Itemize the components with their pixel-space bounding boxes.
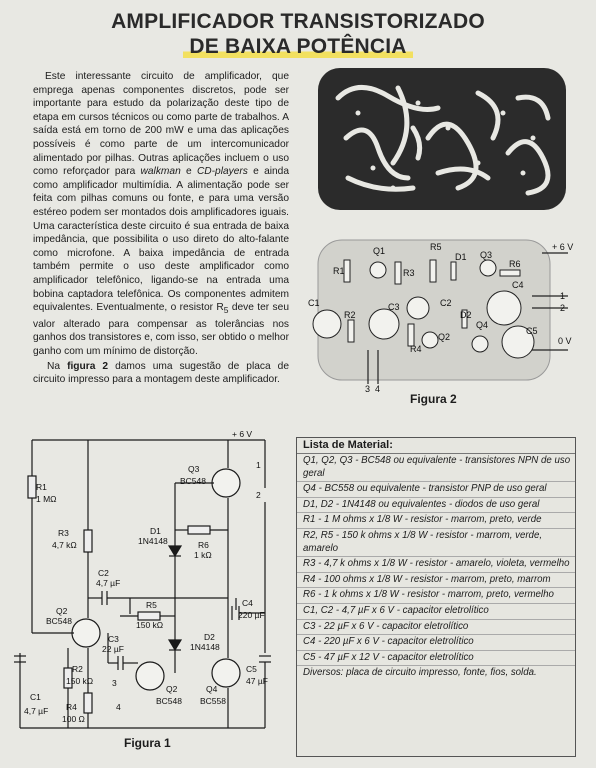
article-title-line2	[0, 35, 596, 59]
material-item: R6 - 1 k ohms x 1/8 W - resistor - marrom, preto, vermelho	[297, 588, 575, 604]
terminal-4: 4	[375, 384, 381, 394]
text-run: deve ter seu valor alterado para compensar as tolerâncias nos ganhos dos transistores e, com isso, ser obtido o melhor ganho com um mínimo de distorção.	[33, 302, 289, 357]
highlighted-title: DE BAIXA POTÊNCIA	[183, 35, 412, 58]
label-c3: C3	[388, 302, 400, 312]
schem-r3-val: 4,7 kΩ	[52, 540, 77, 550]
schem-d1-type: 1N4148	[138, 536, 168, 546]
schem-supply-label: + 6 V	[232, 429, 253, 439]
material-item: R1 - 1 M ohms x 1/8 W - resistor - marrom, preto, verde	[297, 513, 575, 529]
schem-q2-lower-type: BC548	[156, 696, 182, 706]
terminal-1: 1	[560, 291, 566, 301]
schem-terminal-1: 1	[256, 460, 261, 470]
label-q2: Q2	[438, 332, 451, 342]
schem-r4-val: 100 Ω	[62, 714, 85, 724]
bold-reference: figura 2	[67, 360, 109, 372]
text-run: damos uma sugestão de placa de circuito impresso para a montagem deste amplificador.	[33, 360, 290, 386]
schem-d2: D2	[204, 632, 215, 642]
schem-c1: C1	[30, 692, 41, 702]
material-item: R2, R5 - 150 k ohms x 1/8 W - resistor - marrom, verde, amarelo	[297, 529, 575, 557]
figure-2-caption: Figura 2	[410, 392, 457, 406]
schem-q3: Q3	[188, 464, 200, 474]
schem-c3: C3	[108, 634, 119, 644]
article-title-line1: AMPLIFICADOR TRANSISTORIZADO	[111, 10, 485, 33]
figure-1-caption: Figura 1	[124, 736, 171, 750]
label-r5: R5	[430, 242, 442, 252]
terminal-2: 2	[560, 303, 566, 313]
schem-terminal-2: 2	[256, 490, 261, 500]
material-item: Diversos: placa de circuito impresso, fonte, fios, solda.	[303, 667, 537, 679]
italic-term: walkman	[140, 166, 181, 178]
schem-d2-type: 1N4148	[190, 642, 220, 652]
schem-r5-val: 150 kΩ	[136, 620, 164, 630]
italic-term: CD-players	[196, 166, 248, 178]
label-0v: 0 V	[558, 336, 572, 346]
material-item: C4 - 220 µF x 6 V - capacitor eletrolítico	[297, 635, 575, 651]
label-c4: C4	[512, 280, 524, 290]
schem-r1-val: 1 MΩ	[36, 494, 57, 504]
schem-c4-val: 220 µF	[238, 610, 265, 620]
schematic-diagram	[10, 428, 290, 758]
schem-q2-lower: Q2	[166, 684, 178, 694]
article-body	[33, 70, 289, 387]
material-item: Q4 - BC558 ou equivalente - transistor PNP de uso geral	[297, 482, 575, 498]
material-item: R4 - 100 ohms x 1/8 W - resistor - marrom, preto, marrom	[297, 573, 575, 589]
label-c1: C1	[308, 298, 320, 308]
schem-c5-val: 47 µF	[246, 676, 268, 686]
schem-r6: R6	[198, 540, 209, 550]
label-r3: R3	[403, 268, 415, 278]
text-run: Na	[47, 360, 68, 372]
schem-q3-type: BC548	[180, 476, 206, 486]
schem-terminal-4: 4	[116, 702, 121, 712]
label-q1: Q1	[373, 246, 386, 256]
schem-c4: C4	[242, 598, 253, 608]
material-item: C5 - 47 µF x 12 V - capacitor eletrolítico	[297, 651, 575, 667]
schem-d1: D1	[150, 526, 161, 536]
schem-q2-upper-type: BC548	[46, 616, 72, 626]
label-d1: D1	[455, 252, 467, 262]
text-run: Este interessante circuito de amplificador, que emprega apenas componentes discretos, pode ser importante para estudo da polarização deste tipo de etapa em cursos técnicos ou como parte de trabalhos. A saída está em torno de 200 mW e uma das aplicações possíveis é como parte de um intercomunicador alimentado por pilhas. Outras aplicações incluem o uso como reforçador para	[33, 71, 289, 178]
label-plus-6v: + 6 V	[552, 242, 574, 252]
paragraph-1	[33, 70, 289, 359]
schem-c2-val: 4,7 µF	[96, 578, 121, 588]
paragraph-2	[33, 360, 289, 387]
material-item: Q1, Q2, Q3 - BC548 ou equivalente - transistores NPN de uso geral	[297, 454, 575, 482]
label-c5: C5	[526, 326, 538, 336]
schem-r5: R5	[146, 600, 157, 610]
label-r1: R1	[333, 266, 345, 276]
schem-r1: R1	[36, 482, 47, 492]
schem-c3-val: 22 µF	[102, 644, 124, 654]
label-r4: R4	[410, 344, 422, 354]
schem-c5: C5	[246, 664, 257, 674]
label-q4: Q4	[476, 320, 489, 330]
schem-r6-val: 1 kΩ	[194, 550, 212, 560]
text-run: e ainda como amplificador multimídia. A alimentação pode ser feita com pilhas comuns ou fonte, e para uma versão estéreo podem ser montados dois amplificadores iguais. Uma característica deste circuito é sua entrada de baixa impedância, que possibilita o uso direto do alto-falante como microfone. A baixa impedância de entrada também permite o uso deste amplificador como amplificador telefônico, ligando-se na entrada uma bobina captadora telefônica. Os componentes admitem equivalentes. Eventualmente, o resistor R	[33, 166, 290, 314]
schem-r4: R4	[66, 702, 77, 712]
materials-header: Lista de Material:	[297, 438, 575, 454]
schem-r3: R3	[58, 528, 69, 538]
materials-list	[296, 437, 576, 757]
schem-r2: R2	[72, 664, 83, 674]
schem-c1-val: 4,7 µF	[24, 706, 49, 716]
label-d2: D2	[460, 310, 472, 320]
material-item: D1, D2 - 1N4148 ou equivalentes - diodos de uso geral	[297, 498, 575, 514]
material-item: R3 - 4,7 k ohms x 1/8 W - resistor - amarelo, violeta, vermelho	[297, 557, 575, 573]
subscript: 5	[223, 305, 229, 316]
terminal-3: 3	[365, 384, 371, 394]
label-r2: R2	[344, 310, 356, 320]
label-q3: Q3	[480, 250, 493, 260]
schem-c2: C2	[98, 568, 109, 578]
schem-r2-val: 150 kΩ	[66, 676, 94, 686]
material-item: C3 - 22 µF x 6 V - capacitor eletrolítico	[297, 620, 575, 636]
label-r6: R6	[509, 259, 521, 269]
material-item: C1, C2 - 4,7 µF x 6 V - capacitor eletrolítico	[297, 604, 575, 620]
schem-terminal-3: 3	[112, 678, 117, 688]
schem-q2-upper: Q2	[56, 606, 68, 616]
schem-q4: Q4	[206, 684, 218, 694]
schematic-wires	[14, 440, 271, 728]
schem-q4-type: BC558	[200, 696, 226, 706]
label-c2: C2	[440, 298, 452, 308]
component-layout	[300, 232, 580, 402]
text-run: e	[180, 166, 197, 178]
pcb-copper-layout	[318, 68, 566, 210]
